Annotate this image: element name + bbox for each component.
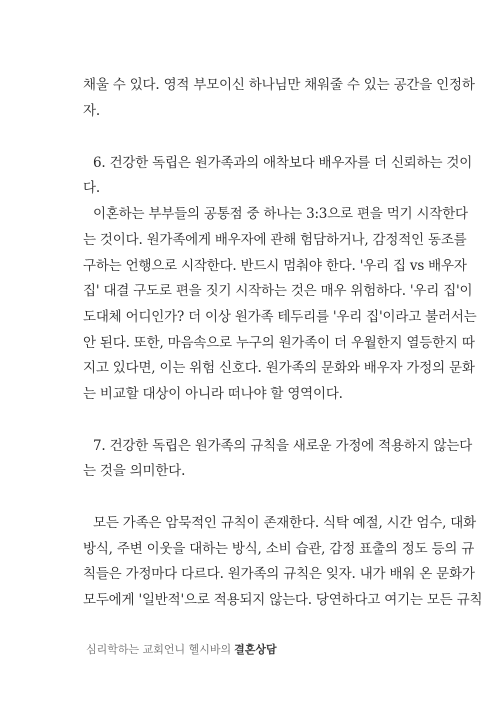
body-line: 지고 있다면, 이는 위험 신호다. 원가족의 문화와 배우자 가정의 문화 xyxy=(83,360,475,376)
body-line: 이혼하는 부부들의 공통점 중 하나는 3:3으로 편을 먹기 시작한다 xyxy=(93,206,468,222)
body-line: 는 비교할 대상이 아니라 떠나야 할 영역이다. xyxy=(83,386,343,402)
body-line: 모두에게 '일반적'으로 적용되지 않는다. 당연하다고 여기는 모든 규칙 xyxy=(83,592,483,608)
section-heading-7-cont: 는 것을 의미한다. xyxy=(83,463,186,479)
section-heading-7: 7. 건강한 독립은 원가족의 규칙을 새로운 가정에 적용하지 않는다 xyxy=(93,438,473,454)
footer-series: 심리학하는 교회언니 헬시바의 xyxy=(86,643,232,656)
body-line: 집' 대결 구도로 편을 짓기 시작하는 것은 매우 위험하다. '우리 집'이 xyxy=(83,283,473,299)
running-footer xyxy=(86,641,277,657)
section-heading-6-cont: 다. xyxy=(83,180,100,196)
body-line: 칙들은 가정마다 다르다. 원가족의 규칙은 잊자. 내가 배워 온 문화가 xyxy=(83,566,475,582)
body-line: 방식, 주변 이웃을 대하는 방식, 소비 습관, 감정 표출의 정도 등의 규 xyxy=(83,541,475,557)
body-line: 도대체 어디인가? 더 이상 원가족 테두리를 '우리 집'이라고 불러서는 xyxy=(83,309,477,325)
footer-title: 결혼상담 xyxy=(234,643,277,656)
body-line: 채울 수 있다. 영적 부모이신 하나님만 채워줄 수 있는 공간을 인정하 xyxy=(83,77,475,93)
body-line: 안 된다. 또한, 마음속으로 누구의 원가족이 더 우월한지 열등한지 따 xyxy=(83,335,475,351)
body-line: 는 것이다. 원가족에게 배우자에 관해 험담하거나, 감정적인 동조를 xyxy=(83,232,467,248)
section-heading-6: 6. 건강한 독립은 원가족과의 애착보다 배우자를 더 신뢰하는 것이 xyxy=(93,155,473,171)
body-line: 자. xyxy=(83,103,100,119)
body-line: 구하는 언행으로 시작한다. 반드시 멈춰야 한다. '우리 집 vs 배우자 xyxy=(83,258,467,274)
body-line: 모든 가족은 암묵적인 규칙이 존재한다. 식탁 예절, 시간 엄수, 대화 xyxy=(93,515,476,531)
